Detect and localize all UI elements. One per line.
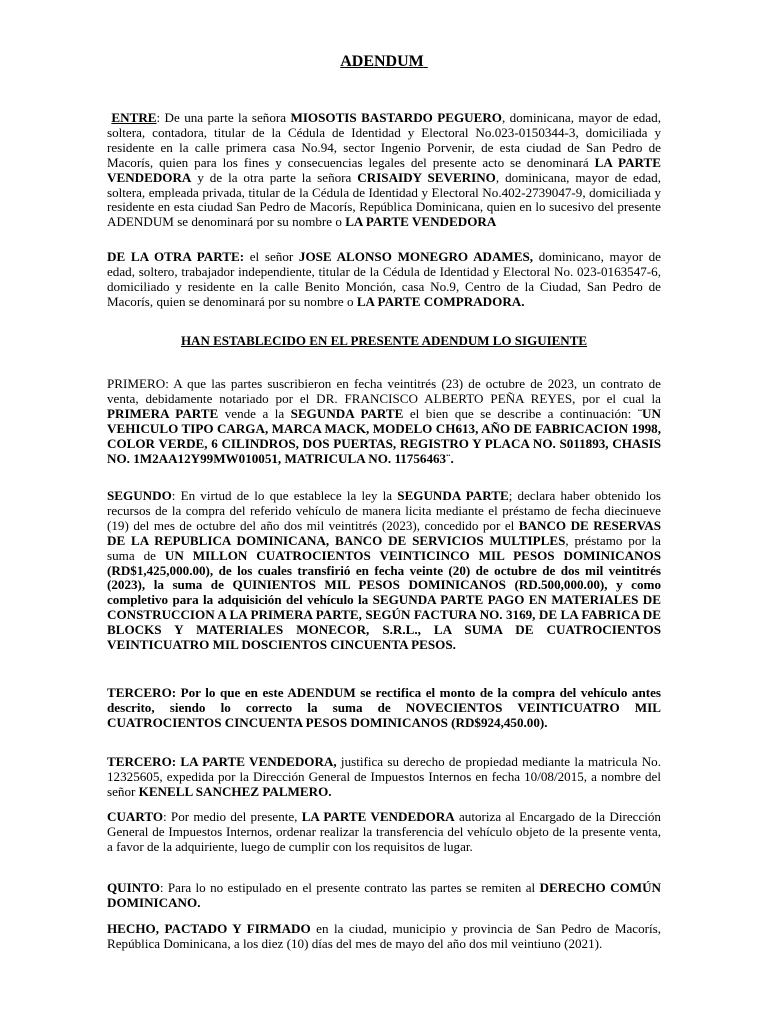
paragraph-primero: PRIMERO: A que las partes suscribieron en fecha veintitrés (23) de octubre de 2023, un contrato de venta, debidamente notariado por el DR. FRANCISCO ALBERTO PEÑA REYES, por el cual la PRIMERA PARTE vende a la SEGUNDA PARTE el bien que se describe a continuación: ¨UN VEHICULO TIPO CARGA, MARCA MACK, MODELO CH613, AÑO DE FABRICACION 1998, COLOR VERDE, 6 CILINDROS, DOS PUERTAS, REGISTRO Y PLACA NO. S011893, CHASIS NO. 1M2AA12Y99MW010051, MATRICULA NO. 11756463¨.	[107, 376, 661, 466]
document-title: ADENDUM	[340, 53, 424, 70]
entre-label: ENTRE	[111, 110, 157, 125]
paragraph-tercero-rectifica: TERCERO: Por lo que en este ADENDUM se rectifica el monto de la compra del vehículo antes descrito, siendo lo correcto la suma de NOVECIENTOS VEINTICUATRO MIL CUATROCIENTOS CINCUENTA PESOS DOMINICANOS (RD$924,450.00).	[107, 685, 661, 730]
paragraph-otra-parte: DE LA OTRA PARTE: el señor JOSE ALONSO MONEGRO ADAMES, dominicano, mayor de edad, soltero, trabajador independiente, titular de la Cédula de Identidad y Electoral No. 023-0163547-6, domiciliado y residente en la calle Benito Monción, casa No.9, Centro de la Ciudad, San Pedro de Macorís, quien se denominará por su nombre o LA PARTE COMPRADORA.	[107, 249, 661, 309]
paragraph-entre: ENTRE: De una parte la señora MIOSOTIS BASTARDO PEGUERO, dominicana, mayor de edad, soltera, contadora, titular de la Cédula de Identidad y Electoral No.023-0150344-3, domiciliada y residente en la calle primera casa No.94, sector Ingenio Porvenir, de esta ciudad de San Pedro de Macorís, quien para los fines y consecuencias legales del presente acto se denominará LA PARTE VENDEDORA y de la otra parte la señora CRISAIDY SEVERINO, dominicana, mayor de edad, soltera, empleada privada, titular de la Cédula de Identidad y Electoral No.402-2739047-9, domiciliada y residente en esta ciudad San Pedro de Macorís, República Dominicana, quien en lo sucesivo del presente ADENDUM se denominará por su nombre o LA PARTE VENDEDORA	[107, 110, 662, 230]
otra-parte-label: DE LA OTRA PARTE:	[107, 249, 245, 264]
segundo-label: SEGUNDO	[107, 488, 172, 503]
vehicle-description: ¨UN VEHICULO TIPO CARGA, MARCA MACK, MODELO CH613, AÑO DE FABRICACION 1998, COLOR VERDE, 6 CILINDROS, DOS PUERTAS, REGISTRO Y PLACA NO. S011893, CHASIS NO. 1M2AA12Y99MW010051, MATRICULA NO. 11756463¨.	[107, 405, 661, 466]
paragraph-cuarto: CUARTO: Por medio del presente, LA PARTE VENDEDORA autoriza al Encargado de la Dirección General de Impuestos Internos, ordenar realizar la transferencia del vehículo objeto de la presente venta, a favor de la adquiriente, luego de cumplir con los requisitos de lugar.	[107, 809, 661, 854]
paragraph-tercero-vendedora: TERCERO: LA PARTE VENDEDORA, justifica su derecho de propiedad mediante la matricula No. 12325605, expedida por la Dirección General de Impuestos Internos en fecha 10/08/2015, a nombre del señor KENELL SANCHEZ PALMERO.	[107, 754, 661, 799]
buyer-name: JOSE ALONSO MONEGRO ADAMES,	[298, 249, 534, 264]
buyer-party: LA PARTE COMPRADORA.	[356, 293, 525, 309]
seller-name-2: CRISAIDY SEVERINO	[357, 169, 496, 185]
seller-party-2: LA PARTE VENDEDORA	[345, 214, 497, 230]
paragraph-segundo: SEGUNDO: En virtud de lo que establece la ley la SEGUNDA PARTE; declara haber obtenido los recursos de la compra del referido vehículo de manera licita mediante el préstamo de fecha diecinueve (19) del mes de octubre del año dos mil veintitrés (2023), concedido por el BANCO DE RESERVAS DE LA REPUBLICA DOMINICANA, BANCO DE SERVICIOS MULTIPLES, préstamo por la suma de UN MILLON CUATROCIENTOS VEINTICINCO MIL PESOS DOMINICANOS (RD$1,425,000.00), de los cuales transfirió en fecha veinte (20) de octubre de dos mil veintitrés (2023), la suma de QUINIENTOS MIL PESOS DOMINICANOS (RD.500,000.00), y como completivo para la adquisición del vehículo la SEGUNDA PARTE PAGO EN MATERIALES DE CONSTRUCCION A LA PRIMERA PARTE, SEGÚN FACTURA NO. 3169, DE LA FABRICA DE BLOCKS Y MATERIALES MONECOR, S.R.L., LA SUMA DE CUATROCIENTOS VEINTICUATRO MIL DOSCIENTOS CINCUENTA PESOS.	[107, 488, 662, 653]
paragraph-quinto: QUINTO: Para lo no estipulado en el presente contrato las partes se remiten al DERECHO COMÚN DOMINICANO.	[107, 880, 661, 910]
seller-name-1: MIOSOTIS BASTARDO PEGUERO	[290, 110, 502, 125]
bank-name: BANCO DE RESERVAS DE LA REPUBLICA DOMINICANA, BANCO DE SERVICIOS MULTIPLES	[107, 517, 661, 548]
section-heading: HAN ESTABLECIDO EN EL PRESENTE ADENDUM LO SIGUIENTE	[180, 333, 588, 348]
paragraph-hecho: HECHO, PACTADO Y FIRMADO en la ciudad, municipio y provincia de San Pedro de Macorís, República Dominicana, a los diez (10) días del mes de mayo del año dos mil veintiuno (2021).	[107, 921, 661, 951]
loan-details: UN MILLON CUATROCIENTOS VEINTICINCO MIL PESOS DOMINICANOS (RD$1,425,000.00), de los cuales transfirió en fecha veinte (20) de octubre de dos mil veintitrés (2023), la suma de QUINIENTOS MIL PESOS DOMINICANOS (RD.500,000.00), y como completivo para la adquisición del vehículo la SEGUNDA PARTE PAGO EN MATERIALES DE CONSTRUCCION A LA PRIMERA PARTE, SEGÚN FACTURA NO. 3169, DE LA FABRICA DE BLOCKS Y MATERIALES MONECOR, S.R.L., LA SUMA DE CUATROCIENTOS VEINTICUATRO MIL DOSCIENTOS CINCUENTA PESOS.	[107, 547, 662, 653]
owner-name: KENELL SANCHEZ PALMERO.	[138, 783, 332, 799]
seller-party-1: LA PARTE VENDEDORA	[107, 154, 662, 185]
